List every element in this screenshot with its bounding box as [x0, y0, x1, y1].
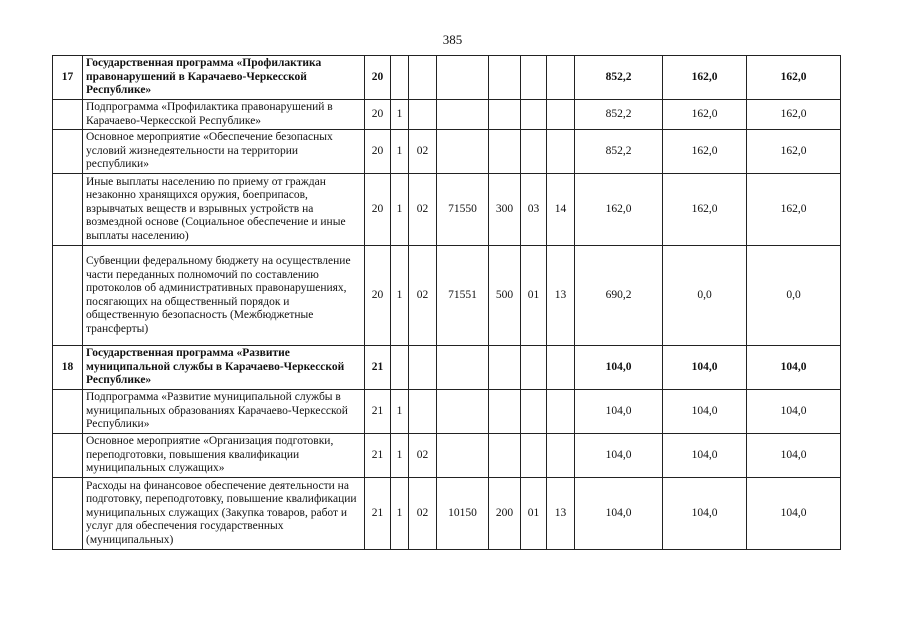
row-number — [53, 390, 83, 434]
amount-year-1: 104,0 — [575, 478, 663, 550]
program-code: 20 — [365, 246, 391, 346]
amount-year-2: 162,0 — [663, 130, 747, 174]
amount-year-1: 104,0 — [575, 390, 663, 434]
section-code: 01 — [521, 246, 547, 346]
table-row — [53, 246, 841, 346]
program-code: 20 — [365, 174, 391, 246]
row-number — [53, 100, 83, 130]
subsection-code: 13 — [547, 246, 575, 346]
amount-year-2: 104,0 — [663, 390, 747, 434]
subsection-code — [547, 390, 575, 434]
expense-type-code: 200 — [489, 478, 521, 550]
measure-code — [409, 346, 437, 390]
amount-year-1: 852,2 — [575, 100, 663, 130]
direction-code: 71550 — [437, 174, 489, 246]
subprogram-code: 1 — [391, 434, 409, 478]
item-name: Государственная программа «Профилактика правонарушений в Карачаево-Черкесской Республике» — [83, 56, 365, 100]
row-number — [53, 478, 83, 550]
expense-type-code — [489, 100, 521, 130]
amount-year-3: 162,0 — [747, 56, 841, 100]
measure-code — [409, 390, 437, 434]
table-row — [53, 174, 841, 246]
program-code: 20 — [365, 100, 391, 130]
program-code: 21 — [365, 346, 391, 390]
subsection-code: 13 — [547, 478, 575, 550]
item-name: Подпрограмма «Развитие муниципальной службы в муниципальных образованиях Карачаево-Черкесской Республики» — [83, 390, 365, 434]
amount-year-3: 104,0 — [747, 346, 841, 390]
measure-code: 02 — [409, 434, 437, 478]
table-row — [53, 478, 841, 550]
section-code — [521, 56, 547, 100]
direction-code — [437, 100, 489, 130]
amount-year-1: 852,2 — [575, 56, 663, 100]
table-row — [53, 434, 841, 478]
program-code: 21 — [365, 478, 391, 550]
subsection-code — [547, 100, 575, 130]
measure-code: 02 — [409, 246, 437, 346]
subsection-code — [547, 346, 575, 390]
direction-code — [437, 390, 489, 434]
amount-year-1: 690,2 — [575, 246, 663, 346]
program-row — [53, 56, 841, 100]
item-name: Расходы на финансовое обеспечение деятельности на подготовку, переподготовку, повышение квалификации муниципальных служащих (Закупка товаров, работ и услуг для обеспечения государственных (муниципальных) — [83, 478, 365, 550]
table-row — [53, 100, 841, 130]
direction-code — [437, 346, 489, 390]
section-code — [521, 390, 547, 434]
direction-code: 71551 — [437, 246, 489, 346]
subprogram-code: 1 — [391, 246, 409, 346]
subsection-code — [547, 434, 575, 478]
subprogram-code — [391, 346, 409, 390]
amount-year-2: 104,0 — [663, 478, 747, 550]
section-code — [521, 434, 547, 478]
expense-type-code: 300 — [489, 174, 521, 246]
subprogram-code: 1 — [391, 390, 409, 434]
amount-year-2: 104,0 — [663, 434, 747, 478]
subprogram-code: 1 — [391, 174, 409, 246]
subsection-code: 14 — [547, 174, 575, 246]
table-row — [53, 390, 841, 434]
row-number: 18 — [53, 346, 83, 390]
section-code — [521, 130, 547, 174]
measure-code: 02 — [409, 478, 437, 550]
program-code: 20 — [365, 130, 391, 174]
amount-year-3: 162,0 — [747, 130, 841, 174]
amount-year-3: 104,0 — [747, 390, 841, 434]
expense-type-code — [489, 346, 521, 390]
amount-year-2: 104,0 — [663, 346, 747, 390]
program-code: 21 — [365, 390, 391, 434]
program-code: 21 — [365, 434, 391, 478]
page-number: 385 — [442, 32, 463, 47]
row-number — [53, 130, 83, 174]
amount-year-2: 162,0 — [663, 56, 747, 100]
section-code — [521, 100, 547, 130]
expense-type-code — [489, 56, 521, 100]
direction-code — [437, 434, 489, 478]
measure-code — [409, 56, 437, 100]
section-code — [521, 346, 547, 390]
item-name: Государственная программа «Развитие муниципальной службы в Карачаево-Черкесской Республике» — [83, 346, 365, 390]
budget-table — [52, 55, 841, 550]
subsection-code — [547, 130, 575, 174]
measure-code: 02 — [409, 174, 437, 246]
subprogram-code: 1 — [391, 100, 409, 130]
measure-code — [409, 100, 437, 130]
subprogram-code — [391, 56, 409, 100]
amount-year-3: 0,0 — [747, 246, 841, 346]
row-number — [53, 174, 83, 246]
item-name: Основное мероприятие «Организация подготовки, переподготовки, повышения квалификации муниципальных служащих» — [83, 434, 365, 478]
section-code: 03 — [521, 174, 547, 246]
amount-year-2: 162,0 — [663, 100, 747, 130]
item-name: Подпрограмма «Профилактика правонарушений в Карачаево-Черкесской Республике» — [83, 100, 365, 130]
amount-year-1: 852,2 — [575, 130, 663, 174]
row-number — [53, 434, 83, 478]
subprogram-code: 1 — [391, 478, 409, 550]
expense-type-code — [489, 390, 521, 434]
table-body — [53, 56, 841, 550]
amount-year-2: 0,0 — [663, 246, 747, 346]
direction-code: 10150 — [437, 478, 489, 550]
subsection-code — [547, 56, 575, 100]
item-name: Иные выплаты населению по приему от граждан незаконно хранящихся оружия, боеприпасов, взрывчатых веществ и взрывных устройств на возмездной основе (Социальное обеспечение и иные выплаты населению) — [83, 174, 365, 246]
expense-type-code — [489, 434, 521, 478]
expense-type-code: 500 — [489, 246, 521, 346]
amount-year-1: 104,0 — [575, 434, 663, 478]
program-row — [53, 346, 841, 390]
amount-year-1: 162,0 — [575, 174, 663, 246]
subprogram-code: 1 — [391, 130, 409, 174]
measure-code: 02 — [409, 130, 437, 174]
expense-type-code — [489, 130, 521, 174]
row-number: 17 — [53, 56, 83, 100]
amount-year-3: 104,0 — [747, 434, 841, 478]
amount-year-1: 104,0 — [575, 346, 663, 390]
amount-year-2: 162,0 — [663, 174, 747, 246]
amount-year-3: 104,0 — [747, 478, 841, 550]
amount-year-3: 162,0 — [747, 174, 841, 246]
direction-code — [437, 130, 489, 174]
section-code: 01 — [521, 478, 547, 550]
amount-year-3: 162,0 — [747, 100, 841, 130]
item-name: Субвенции федеральному бюджету на осуществление части переданных полномочий по составлению протоколов об административных правонарушениях, посягающих на общественный порядок и общественную безопасность (Межбюджетные трансферты) — [83, 246, 365, 346]
item-name: Основное мероприятие «Обеспечение безопасных условий жизнедеятельности на территории республики» — [83, 130, 365, 174]
program-code: 20 — [365, 56, 391, 100]
table-row — [53, 130, 841, 174]
direction-code — [437, 56, 489, 100]
row-number — [53, 246, 83, 346]
